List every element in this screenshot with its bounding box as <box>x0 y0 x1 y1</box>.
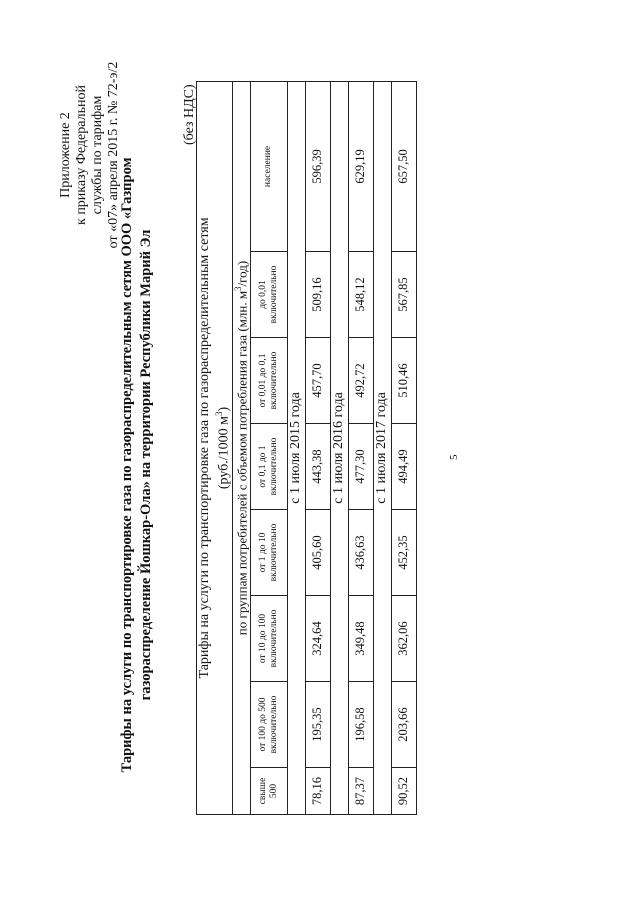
caption-unit <box>212 82 232 814</box>
no-vat-note: (без НДС) <box>182 84 197 145</box>
column-header: население <box>250 81 287 251</box>
tariff-cell: 492,72 <box>348 338 373 424</box>
tariff-cell: 596,39 <box>305 81 330 251</box>
column-header: до 0,01 включительно <box>250 252 287 338</box>
annex-line: от «07» апреля 2015 г. № 72-э/2 <box>106 61 121 249</box>
table-row <box>391 81 416 814</box>
period-label: с 1 июля 2017 года <box>373 81 391 814</box>
consumer-group-header <box>232 81 250 814</box>
tariff-cell: 324,64 <box>305 596 330 682</box>
table-row <box>348 81 373 814</box>
column-header: от 100 до 500 включительно <box>250 682 287 768</box>
tariff-cell: 87,37 <box>348 768 373 815</box>
period-label: с 1 июля 2016 года <box>330 81 348 814</box>
annex-header <box>58 25 122 285</box>
title-line: газораспределение Йошкар-Ола» на территории Республики Марий Эл <box>138 229 154 701</box>
tariff-cell: 494,49 <box>391 424 416 510</box>
column-header: от 10 до 100 включительно <box>250 596 287 682</box>
tariff-cell: 196,58 <box>348 682 373 768</box>
tariff-cell: 349,48 <box>348 596 373 682</box>
group-suffix: /год) <box>233 260 249 287</box>
tariff-table <box>196 81 417 815</box>
tariff-cell: 567,85 <box>391 252 416 338</box>
tariff-cell: 362,06 <box>391 596 416 682</box>
table-row <box>305 81 330 814</box>
tariff-cell: 443,38 <box>305 424 330 510</box>
tariff-cell: 452,35 <box>391 510 416 596</box>
tariff-cell: 510,46 <box>391 338 416 424</box>
tariff-cell: 457,70 <box>305 338 330 424</box>
tariff-cell: 436,63 <box>348 510 373 596</box>
group-sup: 3 <box>232 286 243 291</box>
annex-line: к приказу Федеральной <box>74 85 89 225</box>
tariff-cell: 90,52 <box>391 768 416 815</box>
group-prefix: по группам потребителей с объемом потребления газа (млн. м <box>233 290 249 636</box>
column-header: от 0,1 до 1 включительно <box>250 424 287 510</box>
tariff-cell: 657,50 <box>391 81 416 251</box>
column-header-row <box>250 81 287 814</box>
tariff-cell: 509,16 <box>305 252 330 338</box>
annex-line: службы по тарифам <box>90 95 105 215</box>
tariff-cell: 548,12 <box>348 252 373 338</box>
tariff-cell: 203,66 <box>391 682 416 768</box>
column-header: от 1 до 10 включительно <box>250 510 287 596</box>
tariff-cell: 477,30 <box>348 424 373 510</box>
document-title <box>118 95 156 835</box>
column-header: от 0,01 до 0,1 включительно <box>250 338 287 424</box>
column-header: свыше 500 <box>250 768 287 815</box>
tariff-cell: 195,35 <box>305 682 330 768</box>
caption-unit-text: (руб./1000 м <box>216 415 232 490</box>
caption-unit-end: ) <box>216 406 232 412</box>
tariff-cell: 405,60 <box>305 510 330 596</box>
page-number: 5 <box>448 454 460 460</box>
caption-line: Тарифы на услуги по транспортировке газа по газораспределительным сетям <box>197 217 212 679</box>
tariff-cell: 78,16 <box>305 768 330 815</box>
table-caption <box>197 81 233 814</box>
period-label: с 1 июля 2015 года <box>287 81 305 814</box>
annex-line: Приложение 2 <box>58 112 73 198</box>
title-line: Тарифы на услуги по транспортировке газа по газораспределительным сетям ООО «Газпром <box>119 157 135 773</box>
caption-unit-sup: 3 <box>214 411 224 416</box>
tariff-cell: 629,19 <box>348 81 373 251</box>
